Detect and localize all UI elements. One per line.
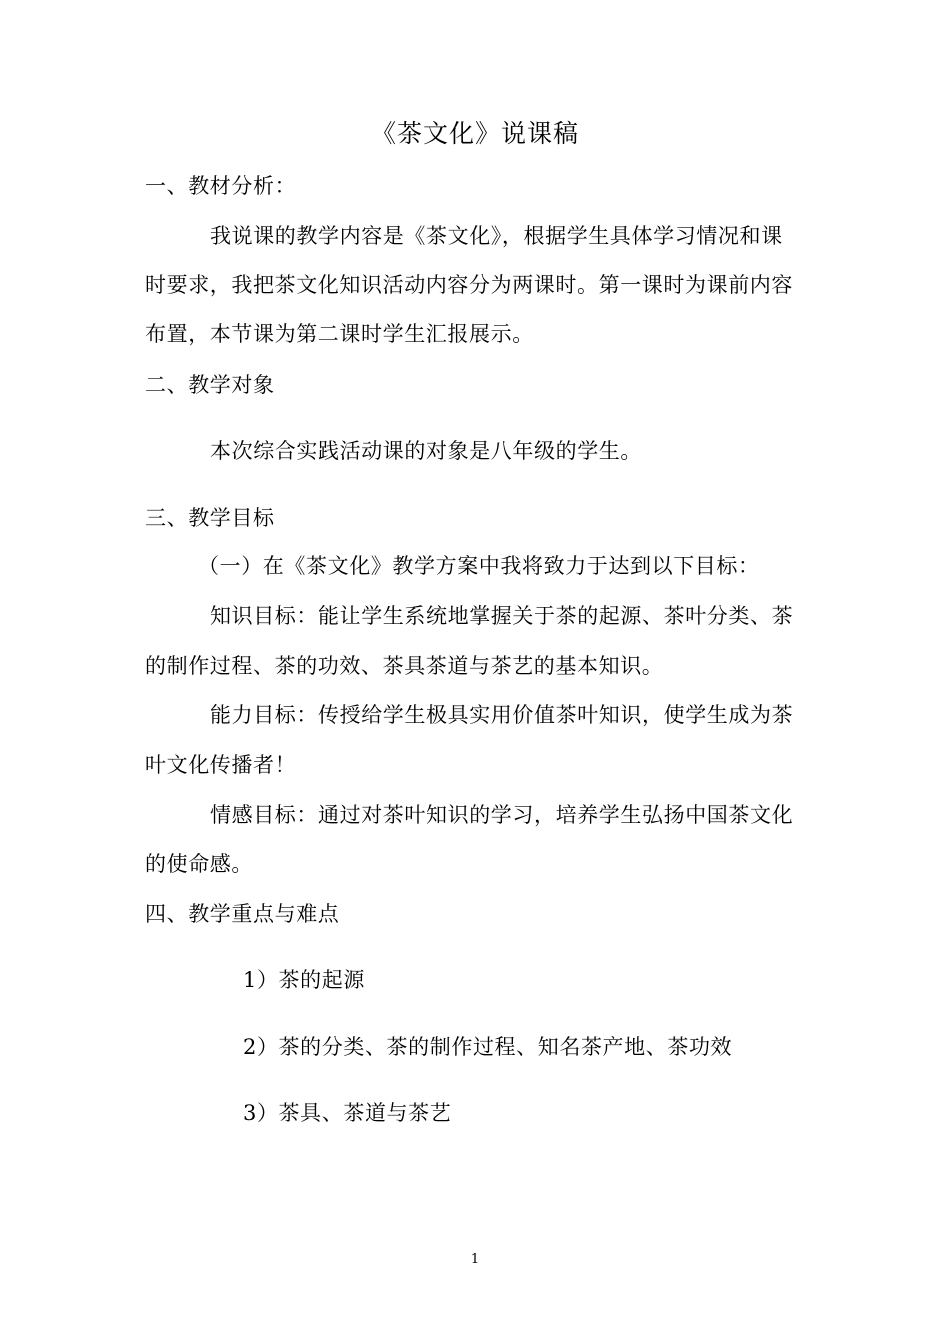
section-1-paragraph-line-2: 时要求，我把茶文化知识活动内容分为两课时。第一课时为课前内容 <box>145 273 793 297</box>
knowledge-goal-line-2: 的制作过程、茶的功效、茶具茶道与茶艺的基本知识。 <box>145 654 664 678</box>
key-point-item-1: 1）茶的起源 <box>243 968 365 992</box>
ability-goal-line-1: 能力目标：传授给学生极具实用价值茶叶知识，使学生成为茶 <box>210 703 794 727</box>
page-number: 1 <box>470 1252 480 1267</box>
section-3-heading: 三、教学目标 <box>145 506 275 530</box>
section-3-subheading: （一）在《茶文化》教学方案中我将致力于达到以下目标： <box>198 554 760 578</box>
ability-goal-line-2: 叶文化传播者！ <box>145 753 297 777</box>
section-1-paragraph-line-3: 布置，本节课为第二课时学生汇报展示。 <box>145 322 534 346</box>
section-4-heading: 四、教学重点与难点 <box>145 902 340 926</box>
key-point-item-2: 2）茶的分类、茶的制作过程、知名茶产地、茶功效 <box>243 1035 733 1059</box>
knowledge-goal-line-1: 知识目标：能让学生系统地掌握关于茶的起源、茶叶分类、茶 <box>210 604 794 628</box>
emotion-goal-line-1: 情感目标：通过对茶叶知识的学习，培养学生弘扬中国茶文化 <box>210 803 794 827</box>
section-1-paragraph-line-1: 我说课的教学内容是《茶文化》，根据学生具体学习情况和课 <box>210 224 783 248</box>
section-2-paragraph: 本次综合实践活动课的对象是八年级的学生。 <box>210 439 642 463</box>
section-2-heading: 二、教学对象 <box>145 373 275 397</box>
emotion-goal-line-2: 的使命感。 <box>145 852 253 876</box>
document-title: 《茶文化》说课稿 <box>370 119 579 148</box>
key-point-item-3: 3）茶具、茶道与茶艺 <box>243 1101 452 1125</box>
section-1-heading: 一、教材分析： <box>145 174 297 198</box>
